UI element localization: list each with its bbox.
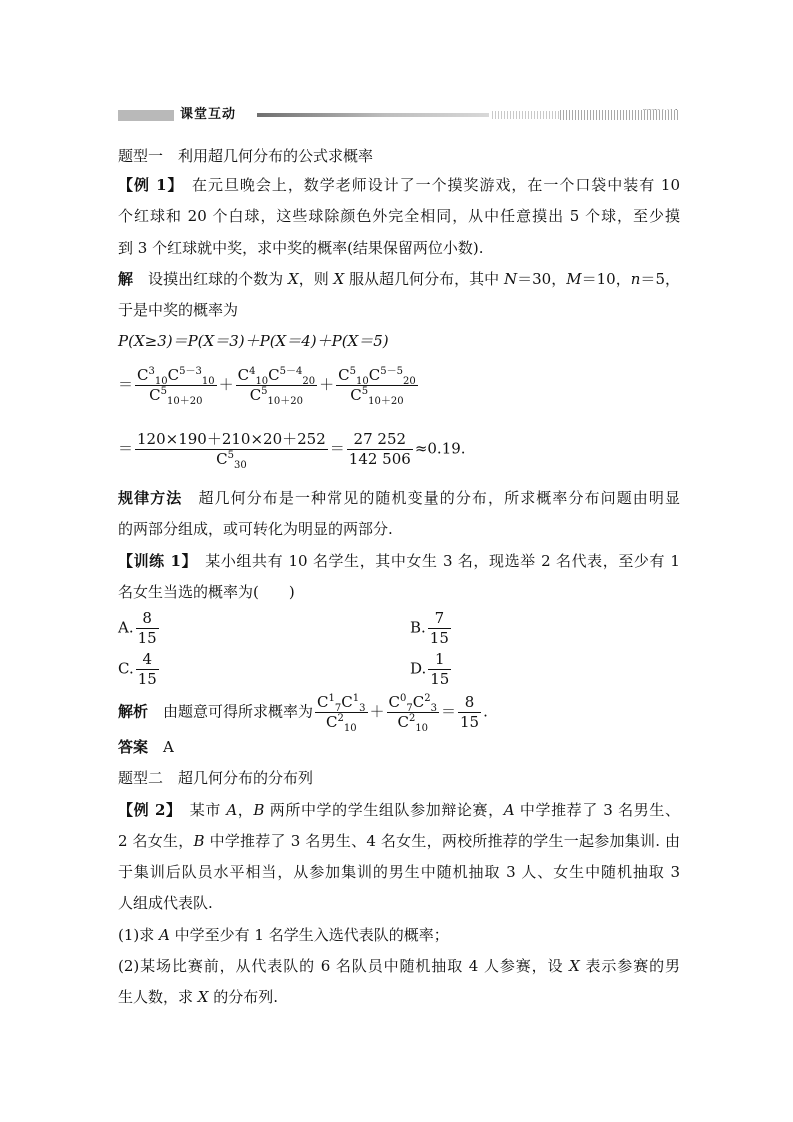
example2-question2-line1: (2)某场比赛前，从代表队的 6 名队员中随机抽取 4 人参赛，设 X 表示参赛的男 xyxy=(118,957,680,975)
example2-line2: 2 名女生，B 中学推荐了 3 名男生、4 名女生，两校所推荐的学生一起参加集训. 由 xyxy=(118,832,681,850)
analysis-fraction-1: $\frac{C^1_7C^1_3}{C^2_{10}}$ xyxy=(317,693,366,734)
example2-label: 【例 2】 xyxy=(118,801,175,819)
section2-title: 题型二 超几何分布的分布列 xyxy=(118,769,314,787)
solution1-fraction-line: ＝ $\frac{C^3_{10}C^{5-3}_{10}}{C^5_{10+20}}$ ＋ $\frac{C^4_{10}C^{5-4}_{20}}{C^5_{10+20}}$ ＋ $\frac{C^5_{10}C^{5-5}_{20}}{C^5_{10+20}}$ xyxy=(118,366,416,407)
method1-label: 规律方法 xyxy=(118,489,183,507)
example1-line1: 【例 1】 在元旦晚会上，数学老师设计了一个摸奖游戏，在一个口袋中装有 10 xyxy=(118,176,681,194)
result-fraction-1: $\frac{120\times 190+210\times 20+252}{C^5_{30}}$ xyxy=(137,430,326,471)
header-tick-bar xyxy=(560,110,680,120)
answer1-label: 答案 xyxy=(118,738,149,756)
example1-label: 【例 1】 xyxy=(118,176,177,194)
option-d[interactable]: D. $\frac{1}{15}$ xyxy=(410,650,450,688)
example2-line3: 于集训后队员水平相当，从参加集训的男生中随机抽取 3 人、女生中随机抽取 3 xyxy=(118,863,680,881)
method1-line2: 的两部分组成，或可转化为明显的两部分. xyxy=(118,520,393,538)
option-a[interactable]: A. $\frac{8}{15}$ xyxy=(118,609,157,647)
example2-line1: 【例 2】 某市 A，B 两所中学的学生组队参加辩论赛，A 中学推荐了 3 名男生、 xyxy=(118,801,680,819)
fraction-term-1: $\frac{C^3_{10}C^{5-3}_{10}}{C^5_{10+20}}$ xyxy=(137,366,215,407)
answer1-line: 答案 A xyxy=(118,738,174,756)
solution1-label: 解 xyxy=(118,270,134,288)
training1-line2: 名女生当选的概率为( ) xyxy=(118,583,295,601)
header-gray-block xyxy=(118,110,174,121)
analysis-result: $\frac{8}{15}$ xyxy=(460,693,480,731)
example2-question2-line2: 生人数，求 X 的分布列. xyxy=(118,988,279,1006)
fraction-term-3: $\frac{C^5_{10}C^{5-5}_{20}}{C^5_{10+20}}$ xyxy=(338,366,416,407)
solution1-line1: 解 设摸出红球的个数为 X，则 X 服从超几何分布，其中 N＝30，M＝10，n＝5， xyxy=(118,270,680,288)
section-header-banner xyxy=(118,107,680,124)
analysis1-label: 解析 xyxy=(118,702,149,721)
solution1-result-line: ＝ $\frac{120\times 190+210\times 20+252}{C^5_{30}}$ ＝ $\frac{27 252}{142 506}$ ≈0.19. xyxy=(118,430,466,471)
option-b[interactable]: B. $\frac{7}{15}$ xyxy=(410,609,449,647)
analysis1-line: 解析 由题意可得所求概率为 $\frac{C^1_7C^1_3}{C^2_{10}}$ ＋ $\frac{C^0_7C^2_3}{C^2_{10}}$ ＝ $\frac{8}{15}$ . xyxy=(118,693,488,734)
header-title: 课堂互动 xyxy=(180,107,237,122)
example1-line2: 个红球和 20 个白球，这些球除颜色外完全相同，从中任意摸出 5 个球，至少摸 xyxy=(118,207,680,225)
section1-title: 题型一 利用超几何分布的公式求概率 xyxy=(118,147,374,165)
example2-line4: 人组成代表队. xyxy=(118,894,213,912)
training1-line1: 【训练 1】 某小组共有 10 名学生，其中女生 3 名，现选举 2 名代表，至少有 1 xyxy=(118,552,680,570)
result-fraction-2: $\frac{27 252}{142 506}$ xyxy=(348,430,411,468)
solution1-formula1: P(X≥3)＝P(X＝3)＋P(X＝4)＋P(X＝5) xyxy=(118,332,389,350)
fraction-term-2: $\frac{C^4_{10}C^{5-4}_{20}}{C^5_{10+20}}$ xyxy=(237,366,316,407)
example2-question1: (1)求 A 中学至少有 1 名学生入选代表队的概率； xyxy=(118,926,449,944)
example1-line3: 到 3 个红球就中奖，求中奖的概率(结果保留两位小数). xyxy=(118,239,484,257)
option-c[interactable]: C. $\frac{4}{15}$ xyxy=(118,650,157,688)
training1-label: 【训练 1】 xyxy=(118,552,190,570)
header-gradient-bar xyxy=(257,113,489,117)
analysis-fraction-2: $\frac{C^0_7C^2_3}{C^2_{10}}$ xyxy=(388,693,437,734)
solution1-line2: 于是中奖的概率为 xyxy=(118,301,239,319)
method1-line1: 规律方法 超几何分布是一种常见的随机变量的分布，所求概率分布问题由明显 xyxy=(118,489,680,507)
